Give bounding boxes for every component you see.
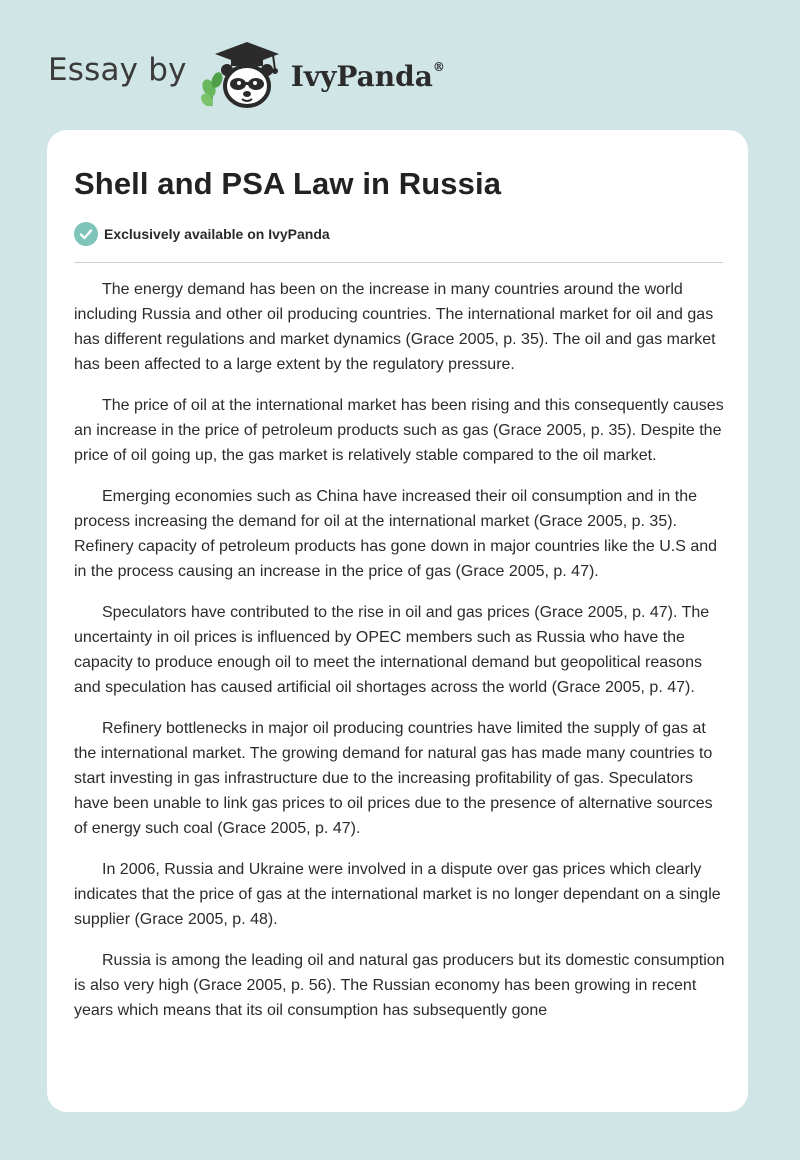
paragraph: In 2006, Russia and Ukraine were involved in a dispute over gas prices which clearly indicates that the price of gas at the international market is no longer dependant on a single supplier (Grace 2005, p. 48). [74,861,721,928]
paragraph: Speculators have contributed to the rise in oil and gas prices (Grace 2005, p. 47). The uncertainty in oil prices is influenced by OPEC members such as Russia who have the capacity to produce enough oil to meet the international demand but geopolitical reasons and speculation has caused artificial oil shortages across the world (Grace 2005, p. 47). [74,604,710,696]
paragraph: Refinery bottlenecks in major oil producing countries have limited the supply of gas at the international market. The growing demand for natural gas has made many countries to start investing in gas infrastructure due to the increasing profitability of gas. Speculators have been unable to link gas prices to oil prices due to the presence of alternative sources of energy such coal (Grace 2005, p. 47). [74,720,713,837]
exclusive-badge-label: Exclusively available on IvyPanda [104,226,330,242]
divider [74,262,723,263]
essay-body [74,277,726,1039]
essay-by-label: Essay by [48,52,187,88]
check-circle-icon [74,222,98,246]
exclusive-badge [74,222,330,246]
brand-name-text: IvyPanda [290,59,433,93]
paragraph: The price of oil at the international market has been rising and this consequently causes an increase in the price of petroleum products such as gas (Grace 2005, p. 35). Despite the price of oil going up, the gas market is relatively stable compared to the oil market. [74,397,724,464]
paragraph: Russia is among the leading oil and natural gas producers but its domestic consumption is also very high (Grace 2005, p. 56). The Russian economy has been growing in recent years which means that its oil consumption has subsequently gone [74,952,725,1019]
page-title: Shell and PSA Law in Russia [74,166,502,201]
site-header [48,34,445,114]
paragraph: The energy demand has been on the increase in many countries around the world including Russia and other oil producing countries. The international market for oil and gas has different regulations and market dynamics (Grace 2005, p. 35). The oil and gas market has been affected to a large extent by the regulatory pressure. [74,281,716,373]
panda-graduate-logo-icon[interactable] [197,36,289,112]
brand-name[interactable] [291,60,445,93]
paragraph: Emerging economies such as China have increased their oil consumption and in the process increasing the demand for oil at the international market (Grace 2005, p. 35). Refinery capacity of petroleum products has gone down in major countries like the U.S and in the process causing an increase in the price of gas (Grace 2005, p. 47). [74,488,718,580]
essay-card [47,130,748,1112]
registered-mark: ® [432,60,445,75]
